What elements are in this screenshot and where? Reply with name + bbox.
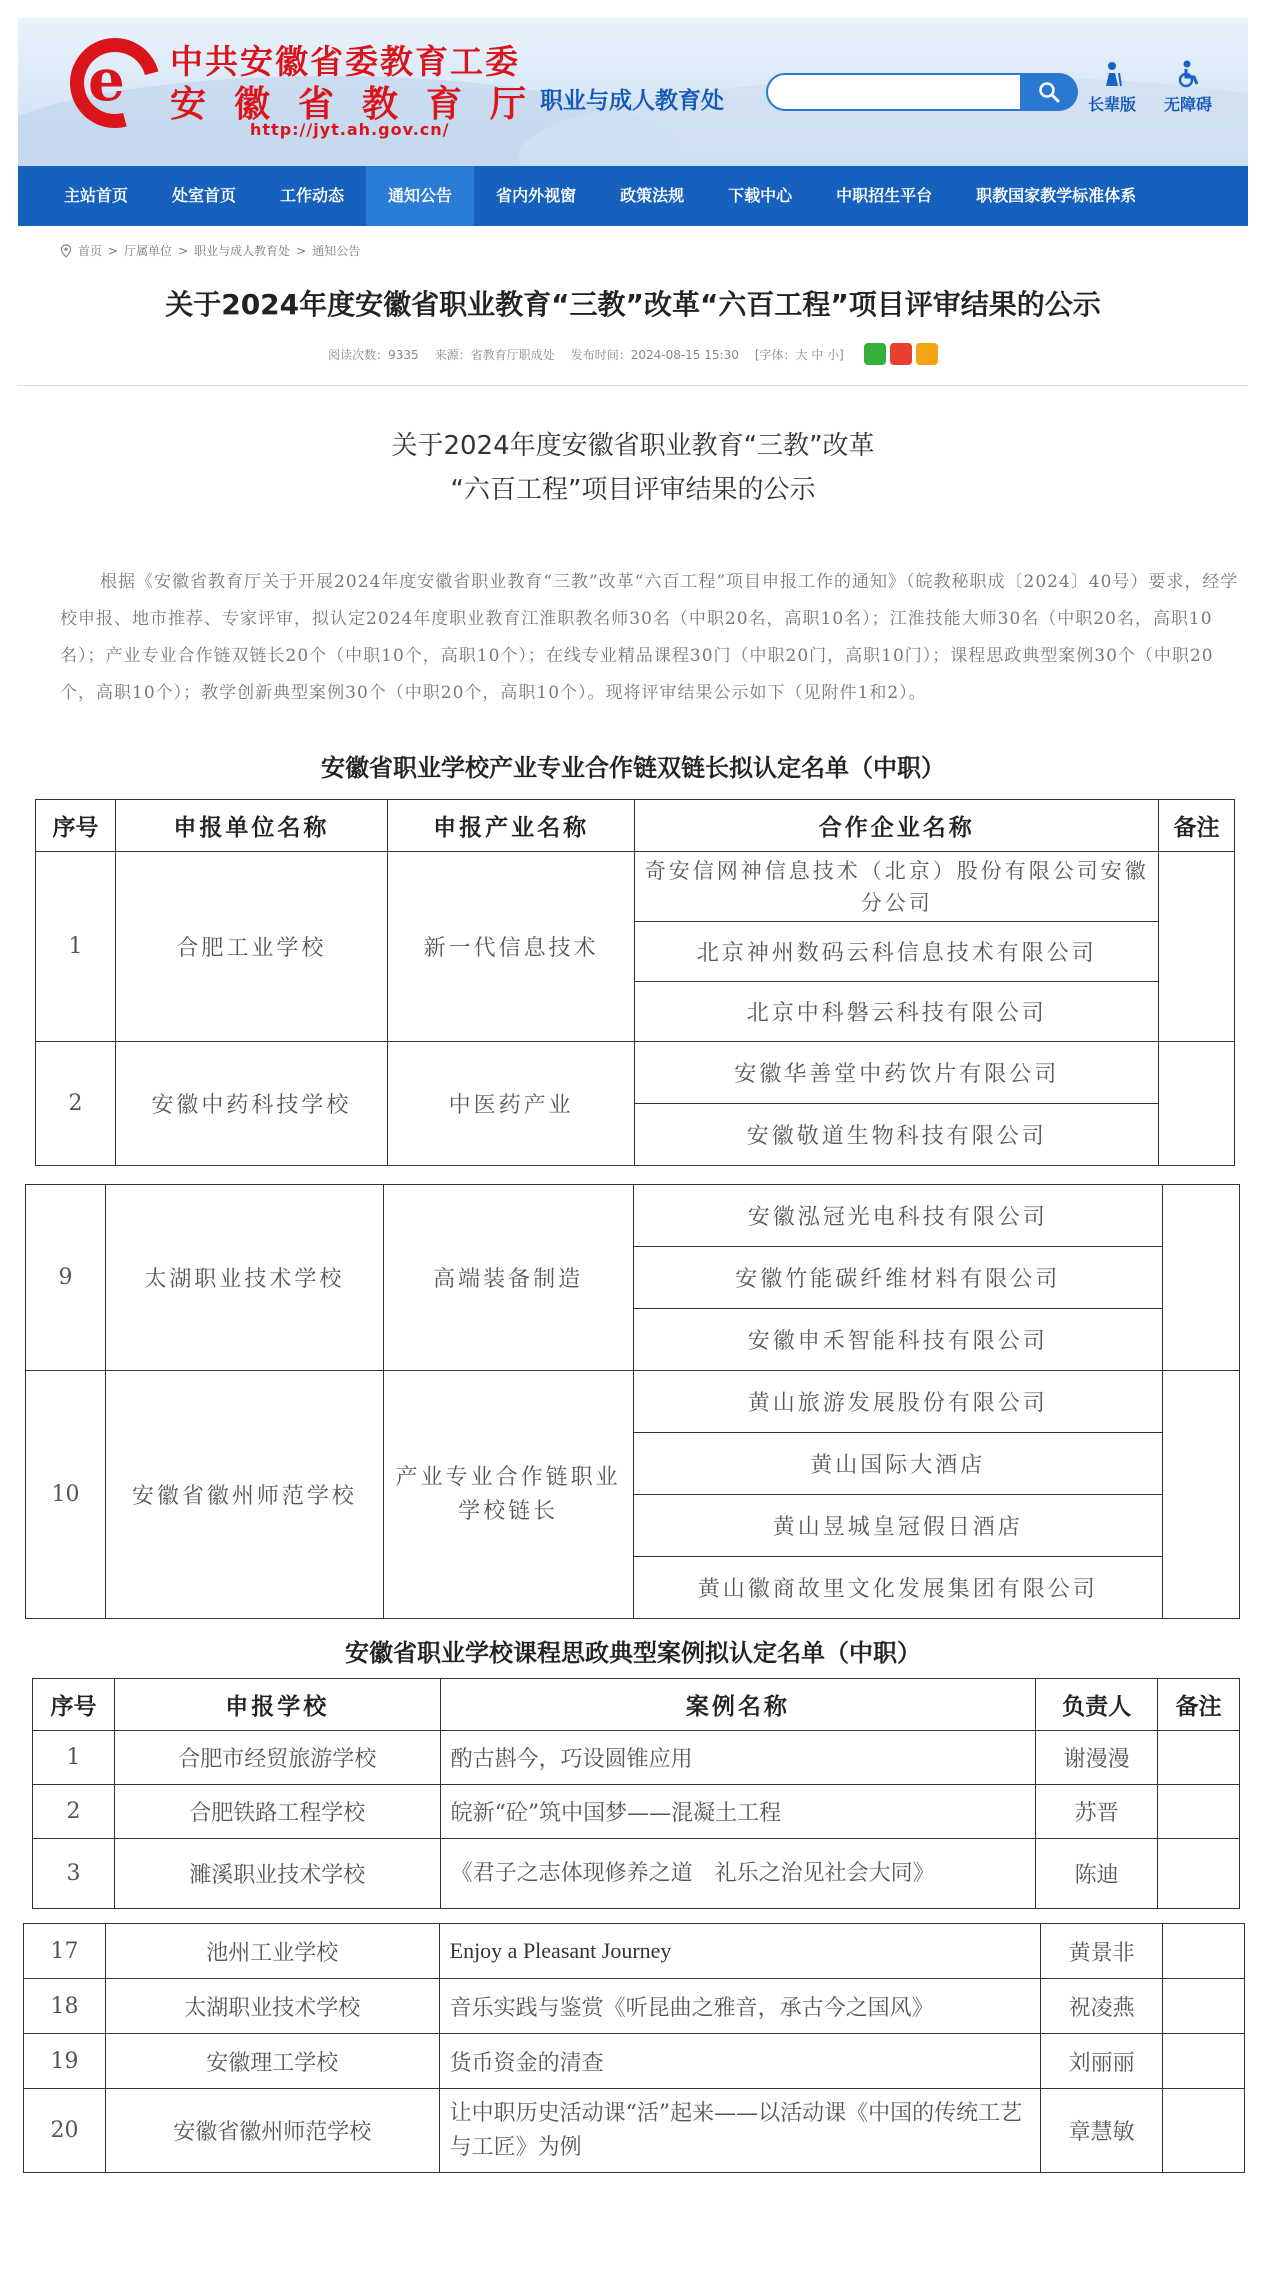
company-name: 安徽竹能碳纤维材料有限公司 <box>633 1247 1163 1309</box>
table1-header: 申报产业名称 <box>387 800 635 852</box>
table-row <box>24 2034 1245 2089</box>
case-name: Enjoy a Pleasant Journey <box>439 1924 1041 1979</box>
subtitle-line2: “六百工程”项目评审结果的公示 <box>450 475 816 505</box>
nav-item-policy[interactable]: 政策法规 <box>620 186 685 205</box>
company-name: 安徽泓冠光电科技有限公司 <box>633 1185 1163 1247</box>
company-name: 奇安信网神信息技术（北京）股份有限公司安徽分公司 <box>635 852 1159 922</box>
remark-cell <box>1159 1042 1235 1166</box>
industry-name: 中医药产业 <box>387 1042 635 1166</box>
breadcrumb-units[interactable]: 厅属单位 <box>124 244 173 258</box>
company-name: 黄山徽商故里文化发展集团有限公司 <box>633 1557 1163 1619</box>
site-url: http://jyt.ah.gov.cn/ <box>250 120 450 139</box>
org-name-line1: 中共安徽省委教育工委 <box>170 42 520 81</box>
article-subtitle <box>18 424 1248 512</box>
table-row <box>33 1839 1240 1909</box>
table2-header: 申报学校 <box>114 1679 440 1731</box>
school-name: 安徽省徽州师范学校 <box>105 2089 439 2173</box>
site-header <box>18 18 1248 166</box>
person-name: 谢漫漫 <box>1036 1731 1158 1785</box>
industry-name: 高端装备制造 <box>383 1185 633 1371</box>
nav-item-notices[interactable]: 通知公告 <box>366 166 474 226</box>
school-name: 安徽中药科技学校 <box>115 1042 387 1166</box>
person-name: 章慧敏 <box>1041 2089 1163 2173</box>
company-name: 安徽敬道生物科技有限公司 <box>635 1104 1159 1166</box>
row-no: 10 <box>26 1371 106 1619</box>
table2-header-row <box>33 1679 1240 1731</box>
table-row <box>24 1979 1245 2034</box>
table2-title: 安徽省职业学校课程思政典型案例拟认定名单（中职） <box>345 1638 921 1667</box>
article-meta <box>18 343 1248 365</box>
table-row <box>33 1785 1240 1839</box>
breadcrumb: 首页 > 厅属单位 > 职业与成人教育处 > 通知公告 <box>18 242 1248 259</box>
case-name: 《君子之志体现修养之道 礼乐之治见社会大同》 <box>440 1839 1036 1909</box>
table-row <box>26 1371 1240 1433</box>
table1 <box>35 799 1235 1166</box>
dept-name: 职业与成人教育处 <box>540 88 724 114</box>
table1-header: 备注 <box>1159 800 1235 852</box>
table2-continued <box>23 1923 1245 2173</box>
remark-cell <box>1158 1731 1240 1785</box>
industry-name: 新一代信息技术 <box>387 852 635 1042</box>
row-no: 9 <box>26 1185 106 1371</box>
remark-cell <box>1163 1185 1240 1371</box>
table-row <box>24 2089 1245 2173</box>
remark-cell <box>1163 1371 1240 1619</box>
case-name: 酌古斟今，巧设圆锥应用 <box>440 1731 1036 1785</box>
table1-continued <box>25 1184 1240 1619</box>
table-row <box>26 1185 1240 1247</box>
main-nav <box>18 166 1248 226</box>
breadcrumb-home[interactable]: 首页 <box>78 244 103 258</box>
company-name: 安徽华善堂中药饮片有限公司 <box>635 1042 1159 1104</box>
remark-cell <box>1158 1839 1240 1909</box>
divider <box>18 385 1248 386</box>
search-button[interactable] <box>1020 73 1078 111</box>
row-no: 2 <box>36 1042 116 1166</box>
row-no: 2 <box>33 1785 115 1839</box>
table2-header: 序号 <box>33 1679 115 1731</box>
row-no: 3 <box>33 1839 115 1909</box>
view-count: 阅读次数：9335 <box>328 347 419 362</box>
person-name: 苏晋 <box>1036 1785 1158 1839</box>
table1-header: 合作企业名称 <box>635 800 1159 852</box>
page-title: 关于2024年度安徽省职业教育“三教”改革“六百工程”项目评审结果的公示 <box>165 288 1101 321</box>
elder-icon <box>1098 60 1126 88</box>
nav-item-news[interactable]: 工作动态 <box>280 186 345 205</box>
remark-cell <box>1158 1785 1240 1839</box>
article-source: 来源：省教育厅职成处 <box>434 347 555 362</box>
company-name: 黄山旅游发展股份有限公司 <box>633 1371 1163 1433</box>
nav-item-standards[interactable]: 职教国家教学标准体系 <box>976 186 1137 205</box>
remark-cell <box>1163 1924 1245 1979</box>
table1-title: 安徽省职业学校产业专业合作链双链长拟认定名单（中职） <box>321 753 945 782</box>
case-name: 让中职历史活动课“活”起来——以活动课《中国的传统工艺与工匠》为例 <box>439 2089 1041 2173</box>
nav-item-enrollment[interactable]: 中职招生平台 <box>836 186 933 205</box>
table1-header: 序号 <box>36 800 116 852</box>
table-row <box>33 1731 1240 1785</box>
breadcrumb-notices[interactable]: 通知公告 <box>312 244 361 258</box>
nav-item-window[interactable]: 省内外视窗 <box>496 186 577 205</box>
case-name: 皖新“砼”筑中国梦——混凝土工程 <box>440 1785 1036 1839</box>
org-name-line2: 安徽省教育厅 <box>170 83 555 125</box>
table2 <box>32 1678 1240 1909</box>
row-no: 19 <box>24 2034 106 2089</box>
remark-cell <box>1163 2034 1245 2089</box>
person-name: 祝凌燕 <box>1041 1979 1163 2034</box>
nav-item-home[interactable]: 主站首页 <box>64 186 129 205</box>
remark-cell <box>1163 1979 1245 2034</box>
company-name: 黄山国际大酒店 <box>633 1433 1163 1495</box>
elder-mode-button[interactable] <box>1088 60 1136 115</box>
location-pin-icon <box>60 244 72 258</box>
weibo-share-icon[interactable] <box>890 343 912 365</box>
person-name: 陈迪 <box>1036 1839 1158 1909</box>
wheelchair-icon <box>1174 60 1202 88</box>
school-name: 安徽理工学校 <box>105 2034 439 2089</box>
school-name: 合肥铁路工程学校 <box>114 1785 440 1839</box>
school-name: 合肥工业学校 <box>115 852 387 1042</box>
person-name: 黄景非 <box>1041 1924 1163 1979</box>
subtitle-line1: 关于2024年度安徽省职业教育“三教”改革 <box>391 431 875 461</box>
school-name: 太湖职业技术学校 <box>105 1979 439 2034</box>
school-name: 合肥市经贸旅游学校 <box>114 1731 440 1785</box>
article-body: 根据《安徽省教育厅关于开展2024年度安徽省职业教育“三教”改革“六百工程”项目申报工作的通知》（皖教秘职成〔2024〕40号）要求，经学校申报、地市推荐、专家评审，拟认定2024年度职业教育江淮职教名师30名（中职20名，高职10名）；江淮技能大师30名（中职20名，高职10名）；产业专业合作链双链长20个（中职10个，高职10个）；在线专业精品课程30门（中职20门，高职10门）；课程思政典型案例30个（中职20个，高职10个）；教学创新典型案例30个（中职20个，高职10个）。现将评审结果公示如下（见附件1和2）。 <box>60 572 1239 703</box>
table-row <box>24 1924 1245 1979</box>
site-logo[interactable]: e <box>70 38 160 128</box>
school-name: 池州工业学校 <box>105 1924 439 1979</box>
wechat-share-icon[interactable] <box>864 343 886 365</box>
font-size-control[interactable]: [字体：大 中 小] <box>754 347 844 362</box>
page <box>18 18 1248 2173</box>
company-name: 安徽申禾智能科技有限公司 <box>633 1309 1163 1371</box>
accessibility-label: 无障碍 <box>1164 95 1213 114</box>
accessibility-button[interactable] <box>1164 60 1212 115</box>
breadcrumb-dept[interactable]: 职业与成人教育处 <box>194 244 291 258</box>
favorite-icon[interactable] <box>916 343 938 365</box>
school-name: 太湖职业技术学校 <box>105 1185 383 1371</box>
row-no: 1 <box>36 852 116 1042</box>
nav-item-download[interactable]: 下载中心 <box>728 186 793 205</box>
row-no: 18 <box>24 1979 106 2034</box>
publish-time: 发布时间：2024-08-15 15:30 <box>570 347 739 362</box>
row-no: 17 <box>24 1924 106 1979</box>
school-name: 濉溪职业技术学校 <box>114 1839 440 1909</box>
search-icon <box>1038 81 1060 103</box>
school-name: 安徽省徽州师范学校 <box>105 1371 383 1619</box>
table-row <box>36 1042 1235 1104</box>
table2-header: 负责人 <box>1036 1679 1158 1731</box>
table1-header: 申报单位名称 <box>115 800 387 852</box>
table1-header-row <box>36 800 1235 852</box>
company-name: 北京神州数码云科信息技术有限公司 <box>635 922 1159 982</box>
table2-header: 案例名称 <box>440 1679 1036 1731</box>
company-name: 黄山昱城皇冠假日酒店 <box>633 1495 1163 1557</box>
table-row <box>36 852 1235 922</box>
row-no: 1 <box>33 1731 115 1785</box>
person-name: 刘丽丽 <box>1041 2034 1163 2089</box>
table2-header: 备注 <box>1158 1679 1240 1731</box>
remark-cell <box>1159 852 1235 1042</box>
company-name: 北京中科磐云科技有限公司 <box>635 982 1159 1042</box>
nav-item-dept-home[interactable]: 处室首页 <box>172 186 237 205</box>
elder-mode-label: 长辈版 <box>1088 95 1137 114</box>
row-no: 20 <box>24 2089 106 2173</box>
industry-name: 产业专业合作链职业学校链长 <box>383 1371 633 1619</box>
remark-cell <box>1163 2089 1245 2173</box>
case-name: 音乐实践与鉴赏《听昆曲之雅音，承古今之国风》 <box>439 1979 1041 2034</box>
case-name: 货币资金的清查 <box>439 2034 1041 2089</box>
